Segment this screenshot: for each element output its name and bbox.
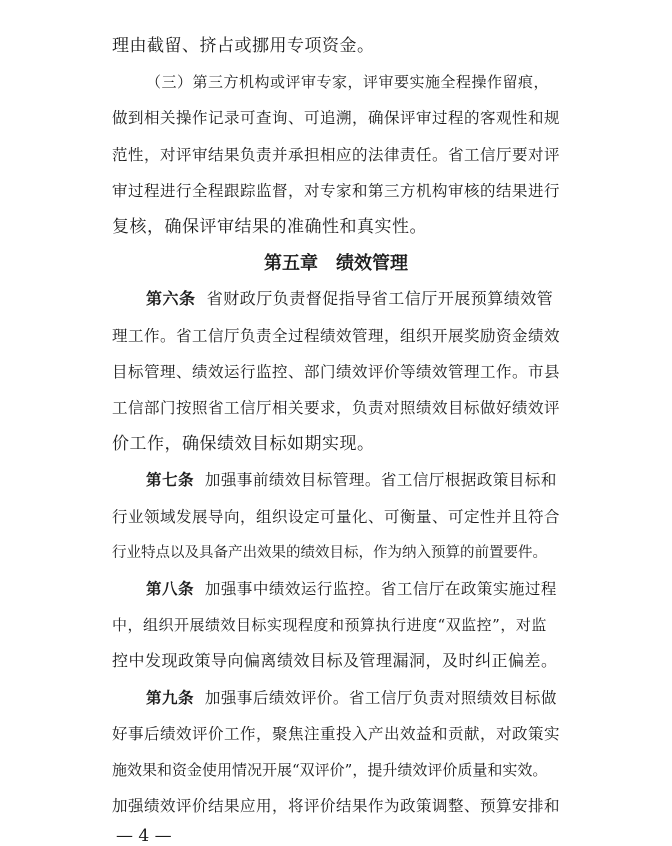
- article-line: 加强绩效评价结果应用，将评价结果作为政策调整、预算安排和: [112, 797, 561, 816]
- article-label: 第六条: [146, 289, 196, 309]
- article-label: 第八条: [146, 580, 195, 598]
- paragraph-line: 审过程进行全程跟踪监督，对专家和第三方机构审核的结果进行: [112, 181, 561, 200]
- chapter-title: 绩效管理: [336, 253, 408, 275]
- article-line: 中，组织开展绩效目标实现程度和预算执行进度“双监控”，对监: [112, 616, 547, 635]
- article-line: 第八条 加强事中绩效运行监控。省工信厅在政策实施过程: [146, 580, 557, 598]
- article-line: 工信部门按照省工信厅相关要求，负责对照绩效目标做好绩效评: [112, 399, 561, 417]
- page-number: — 4 —: [116, 826, 172, 846]
- article-line: 第七条 加强事前绩效目标管理。省工信厅根据政策目标和: [146, 471, 557, 490]
- article-label: 第七条: [146, 471, 195, 490]
- paragraph-line: 复核，确保评审结果的准确性和真实性。: [112, 217, 427, 237]
- article-line: 价工作，确保绩效目标如期实现。: [112, 434, 375, 455]
- paragraph-line: 做到相关操作记录可查询、可追溯，确保评审过程的客观性和规: [112, 109, 561, 128]
- article-line: 第九条 加强事后绩效评价。省工信厅负责对照绩效目标做: [146, 688, 557, 707]
- paragraph-line: 理由截留、挤占或挪用专项资金。: [112, 36, 375, 56]
- article-line: 目标管理、绩效运行监控、部门绩效评价等绩效管理工作。市县: [112, 362, 561, 381]
- article-line: 控中发现政策导向偏离绩效目标及管理漏洞，及时纠正偏差。: [112, 651, 558, 671]
- article-line: 第六条 省财政厅负责督促指导省工信厅开展预算绩效管: [146, 289, 554, 309]
- article-line: 行业特点以及具备产出效果的绩效目标，作为纳入预算的前置要件。: [112, 544, 547, 561]
- article-line: 理工作。省工信厅负责全过程绩效管理，组织开展奖励资金绩效: [112, 326, 561, 345]
- article-label: 第九条: [146, 688, 195, 707]
- article-line: 好事后绩效评价工作，聚焦注重投入产出效益和贡献，对政策实: [112, 724, 561, 743]
- paragraph-line: 范性，对评审结果负责并承担相应的法律责任。省工信厅要对评: [112, 145, 561, 164]
- chapter-number: 第五章: [264, 253, 318, 275]
- article-line: 行业领域发展导向，组织设定可量化、可衡量、可定性并且符合: [112, 507, 561, 526]
- article-line: 施效果和资金使用情况开展“双评价”，提升绩效评价质量和实效。: [112, 761, 548, 779]
- chapter-heading: [0, 253, 672, 275]
- paragraph-line: （三）第三方机构或评审专家，评审要实施全程操作留痕，: [146, 73, 550, 92]
